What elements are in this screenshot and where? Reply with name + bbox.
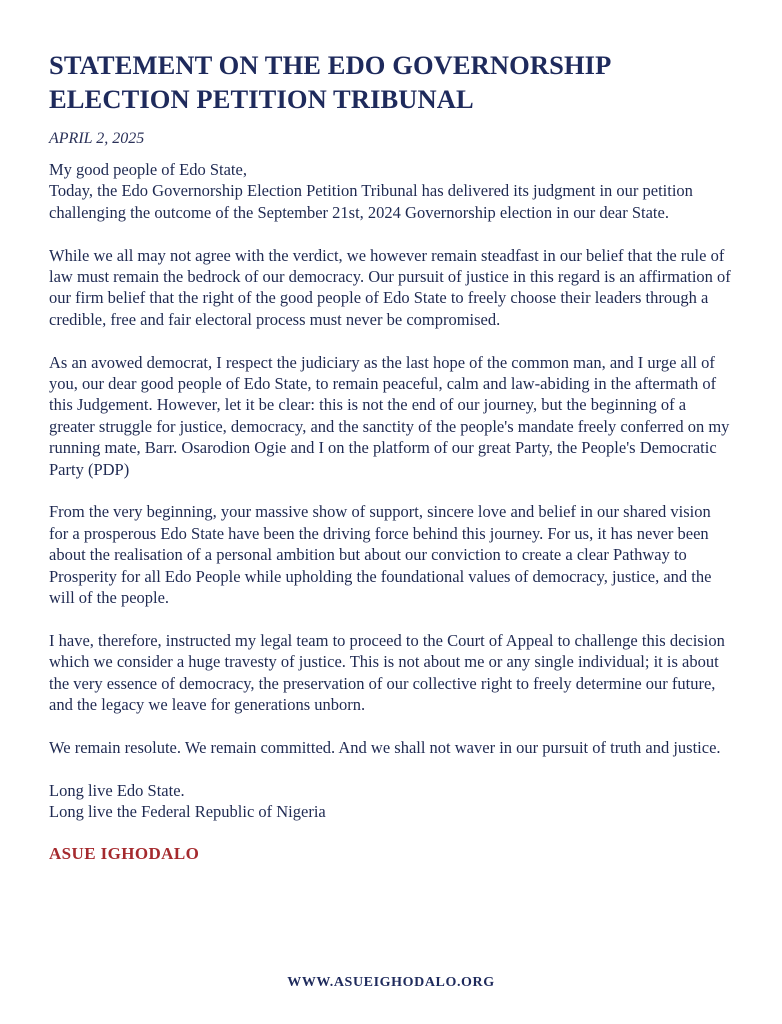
statement-title [49,48,732,116]
paragraph: I have, therefore, instructed my legal team to proceed to the Court of Appeal to challenge this decision which we consider a huge travesty of justice. This is not about me or any single individual; it is about the very essence of democracy, the preservation of our collective right to freely determine our future, and the legacy we leave for generations unborn. [49,630,725,715]
website-url[interactable]: WWW.ASUEIGHODALO.ORG [287,975,495,990]
signature: ASUE IGHODALO [49,843,200,863]
statement-date: APRIL 2, 2025 [49,130,145,147]
paragraph: We remain resolute. We remain committed. And we shall not waver in our pursuit of truth and justice. [49,737,721,757]
closing-line-1: Long live Edo State. [49,780,185,800]
paragraph: As an avowed democrat, I respect the judiciary as the last hope of the common man, and I urge all of you, our dear good people of Edo State, to remain peaceful, calm and law-abiding in the aftermath of this Judgement. However, let it be clear: this is not the end of our journey, but the beginning of a greater struggle for justice, democracy, and the sanctity of the people's mandate freely conferred on my running mate, Barr. Osarodion Ogie and I on the platform of our great Party, the People's Democratic Party (PDP) [49,352,730,479]
paragraph: Today, the Edo Governorship Election Petition Tribunal has delivered its judgment in our petition challenging the outcome of the September 21st, 2024 Governorship election in our dear State. [49,181,693,222]
paragraph: From the very beginning, your massive show of support, sincere love and belief in our shared vision for a prosperous Edo State have been the driving force behind this journey. For us, it has never been about the realisation of a personal ambition but about our conviction to create a clear Pathway to Prosperity for all Edo People while upholding the foundational values of democracy, justice, and the will of the people. [49,502,712,608]
closing-line-2: Long live the Federal Republic of Nigeria [49,802,326,822]
paragraph: While we all may not agree with the verdict, we however remain steadfast in our belief that the rule of law must remain the bedrock of our democracy. Our pursuit of justice in this regard is an affirmation of our firm belief that the right of the good people of Edo State to freely choose their leaders through a credible, free and fair electoral process must never be compromised. [49,245,731,329]
title-line-1: STATEMENT ON THE EDO GOVERNORSHIP [49,50,612,80]
title-line-2: ELECTION PETITION TRIBUNAL [49,84,474,114]
statement-body [49,159,732,823]
greeting: My good people of Edo State, [49,160,247,179]
